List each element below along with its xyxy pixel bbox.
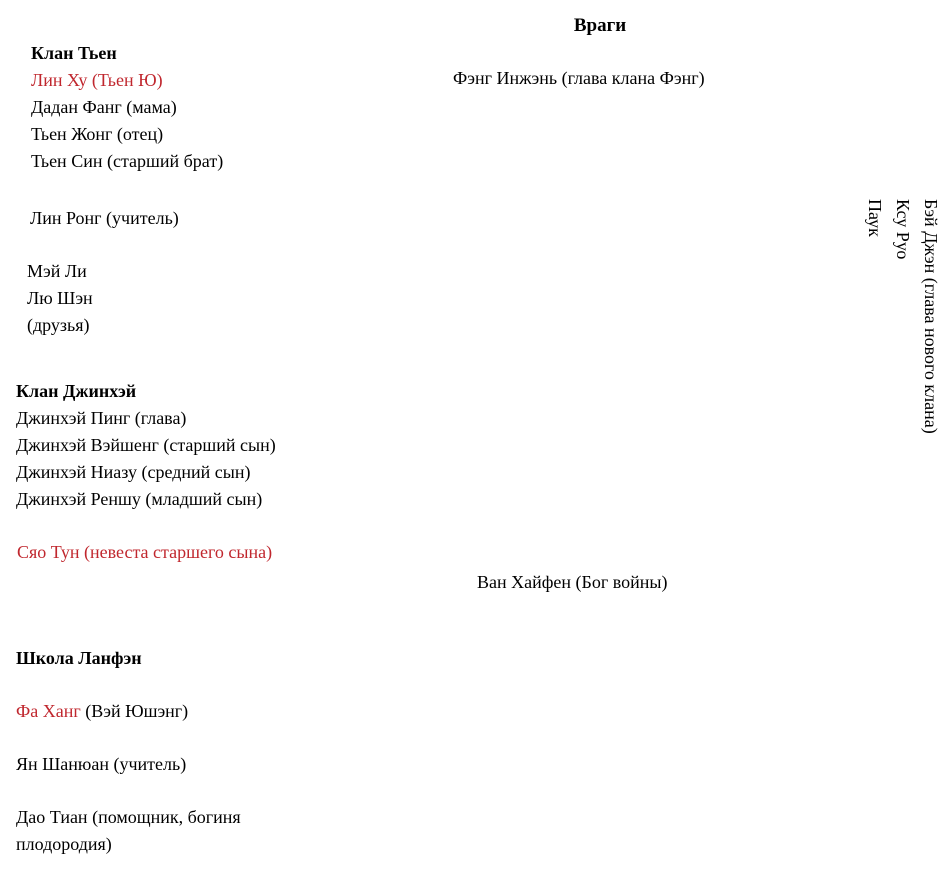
tien-clan-protagonist: Лин Ху (Тьен Ю) [31,70,163,90]
fa-hang-name: Фа Ханг [16,701,81,721]
jinhei-clan-member: Джинхэй Ниазу (средний сын) [16,462,251,482]
enemy-war-god-text: Ван Хайфен (Бог войны) [477,572,668,592]
lanfen-school-fa-hang [16,698,188,725]
tien-clan-member: Дадан Фанг (мама) [31,97,177,117]
vertical-line-ksu-ruo: Ксу Руо [893,199,913,260]
enemy-feng-leader-text: Фэнг Инжэнь (глава клана Фэнг) [453,68,705,88]
assistant-line: плодородия) [16,834,112,854]
new-clan-vertical-list [861,199,945,434]
tien-clan-heading: Клан Тьен [31,43,117,63]
friends-label: (друзья) [27,315,90,335]
lanfen-school-teacher-text: Ян Шанюан (учитель) [16,754,187,774]
tien-clan-member: Тьен Син (старший брат) [31,151,224,171]
assistant-line: Дао Тиан (помощник, богиня [16,807,241,827]
jinhei-clan-member: Джинхэй Пинг (глава) [16,408,187,428]
page-title: Враги [573,15,627,36]
enemy-feng-leader [453,65,705,92]
jinhei-clan-section [16,378,276,513]
tien-clan-section [31,40,223,175]
lanfen-school-heading-text: Школа Ланфэн [16,648,142,668]
lanfen-school-assistant [16,804,241,858]
tien-clan-teacher-text: Лин Ронг (учитель) [30,208,179,228]
jinhei-clan-bride [17,539,272,566]
jinhei-clan-bride-text: Сяо Тун (невеста старшего сына) [17,542,273,562]
lanfen-school-teacher [16,751,186,778]
jinhei-clan-member: Джинхэй Вэйшенг (старший сын) [16,435,276,455]
fa-hang-alias: (Вэй Юшэнг) [80,701,189,721]
friend-item: Мэй Ли [27,261,87,281]
enemy-war-god [477,569,667,596]
jinhei-clan-member: Джинхэй Реншу (младший сын) [16,489,263,509]
lanfen-school-heading [16,645,142,672]
friend-item: Лю Шэн [27,288,93,308]
vertical-line-bei-jen: Бэй Джэн (глава нового клана) [921,199,941,434]
jinhei-clan-heading: Клан Джинхэй [16,381,137,401]
friends-list [27,258,93,339]
tien-clan-teacher [30,205,179,232]
tien-clan-member: Тьен Жонг (отец) [31,124,164,144]
vertical-line-spider: Паук [865,199,885,237]
